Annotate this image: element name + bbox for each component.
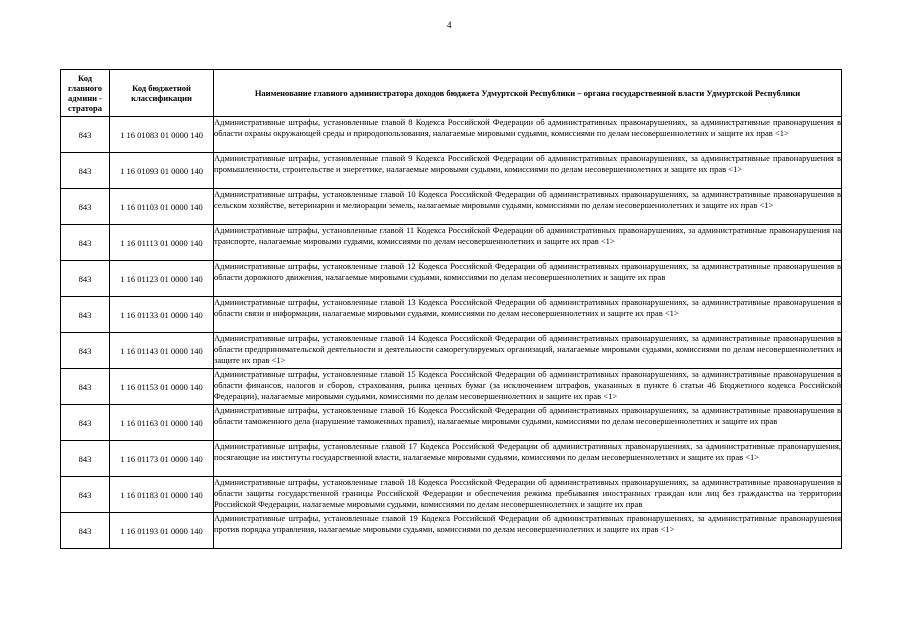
revenue-name-text: Административные штрафы, установленные главой 12 Кодекса Российской Федерации об административных правонарушениях, за административные правонарушения в области дорожного движения, налагаемые мировыми судьями, комиссиями по делам несовершеннолетних и защите их прав [214,261,841,282]
admin-code-cell: 843 [61,189,110,225]
revenue-name-cell [214,189,842,225]
table-row [61,333,842,369]
table-row [61,117,842,153]
table-row [61,297,842,333]
admin-code-cell: 843 [61,441,110,477]
revenue-name-text: Административные штрафы, установленные главой 16 Кодекса Российской Федерации об административных правонарушениях, за административные правонарушения в области таможенного дела (нарушение таможенных правил), налагаемые мировыми судьями, комиссиями по делам несовершеннолетних и защите их прав [214,405,841,426]
revenue-name-cell [214,513,842,549]
budget-code-cell: 1 16 01123 01 0000 140 [110,261,214,297]
budget-code-cell: 1 16 01133 01 0000 140 [110,297,214,333]
budget-code-cell: 1 16 01083 01 0000 140 [110,117,214,153]
revenue-name-text: Административные штрафы, установленные главой 11 Кодекса Российской Федерации об административных правонарушениях, за административные правонарушения на транспорте, налагаемые мировыми судьями, комиссиями по делам несовершеннолетних и защите их прав <1> [214,225,841,246]
table-header-row [61,70,842,117]
revenue-name-text: Административные штрафы, установленные главой 17 Кодекса Российской Федерации об административных правонарушениях, за административные правонарушения, посягающие на институты государственной власти, налагаемые мировыми судьями, комиссиями по делам несовершеннолетних и защите их прав <1> [214,441,841,462]
admin-code-cell: 843 [61,369,110,405]
revenue-name-cell [214,117,842,153]
budget-code-cell: 1 16 01143 01 0000 140 [110,333,214,369]
admin-code-cell: 843 [61,477,110,513]
revenue-name-cell [214,153,842,189]
revenue-administrators-table [60,69,842,549]
admin-code-cell: 843 [61,297,110,333]
table-row [61,477,842,513]
budget-code-cell: 1 16 01193 01 0000 140 [110,513,214,549]
revenue-name-cell [214,369,842,405]
admin-code-cell: 843 [61,117,110,153]
table-row [61,369,842,405]
budget-code-cell: 1 16 01113 01 0000 140 [110,225,214,261]
table-row [61,441,842,477]
admin-code-cell: 843 [61,405,110,441]
revenue-name-text: Административные штрафы, установленные главой 15 Кодекса Российской Федерации об административных правонарушениях, за административные правонарушения в области финансов, налогов и сборов, страхования, рынка ценных бумаг (за исключением штрафов, указанных в пункте 6 статьи 46 Бюджетного кодекса Российской Федерации), налагаемые мировыми судьями, комиссиями по делам несовершеннолетних и защите их прав <1> [214,369,841,401]
revenue-name-cell [214,333,842,369]
budget-code-cell: 1 16 01153 01 0000 140 [110,369,214,405]
table-row [61,513,842,549]
budget-code-cell: 1 16 01163 01 0000 140 [110,405,214,441]
admin-code-cell: 843 [61,225,110,261]
header-admin-code: Код главного админи - стратора [61,70,110,117]
revenue-name-cell [214,225,842,261]
admin-code-cell: 843 [61,513,110,549]
table-row [61,189,842,225]
budget-code-cell: 1 16 01093 01 0000 140 [110,153,214,189]
revenue-name-text: Административные штрафы, установленные главой 9 Кодекса Российской Федерации об административных правонарушениях, за административные правонарушения в промышленности, строительстве и энергетике, налагаемые мировыми судьями, комиссиями по делам несовершеннолетних и защите их прав <1> [214,153,841,174]
revenue-name-cell [214,297,842,333]
budget-code-cell: 1 16 01173 01 0000 140 [110,441,214,477]
header-budget-code: Код бюджетной классификации [110,70,214,117]
admin-code-cell: 843 [61,153,110,189]
table-row [61,261,842,297]
table-row [61,153,842,189]
revenue-name-cell [214,405,842,441]
admin-code-cell: 843 [61,261,110,297]
table-row [61,225,842,261]
header-revenue-name: Наименование главного администратора доходов бюджета Удмуртской Республики – органа государственной власти Удмуртской Республики [214,70,842,117]
table-row [61,405,842,441]
revenue-name-cell [214,261,842,297]
revenue-name-text: Административные штрафы, установленные главой 13 Кодекса Российской Федерации об административных правонарушениях, за административные правонарушения в области связи и информации, налагаемые мировыми судьями, комиссиями по делам несовершеннолетних и защите их прав <1> [214,297,841,318]
budget-code-cell: 1 16 01103 01 0000 140 [110,189,214,225]
budget-code-cell: 1 16 01183 01 0000 140 [110,477,214,513]
revenue-name-text: Административные штрафы, установленные главой 8 Кодекса Российской Федерации об административных правонарушениях, за административные правонарушения в области охраны окружающей среды и природопользования, налагаемые мировыми судьями, комиссиями по делам несовершеннолетних и защите их прав <1> [214,117,841,138]
revenue-name-text: Административные штрафы, установленные главой 19 Кодекса Российской Федерации об административных правонарушениях, за административные правонарушения против порядка управления, налагаемые мировыми судьями, комиссиями по делам несовершеннолетних и защите их прав <1> [214,513,841,534]
revenue-name-text: Административные штрафы, установленные главой 10 Кодекса Российской Федерации об административных правонарушениях, за административные правонарушения в сельском хозяйстве, ветеринарии и мелиорации земель, налагаемые мировыми судьями, комиссиями по делам несовершеннолетних и защите их прав <1> [214,189,841,210]
admin-code-cell: 843 [61,333,110,369]
revenue-name-text: Административные штрафы, установленные главой 18 Кодекса Российской Федерации об административных правонарушениях, за административные правонарушения в области защиты государственной границы Российской Федерации и обеспечения режима пребывания иностранных граждан или лиц без гражданства на территории Российской Федерации, налагаемые мировыми судьями, комиссиями по делам несовершеннолетних и защите их прав [214,477,841,509]
revenue-name-cell [214,441,842,477]
revenue-name-cell [214,477,842,513]
page-number: 4 [447,20,452,30]
revenue-name-text: Административные штрафы, установленные главой 14 Кодекса Российской Федерации об административных правонарушениях, за административные правонарушения в области предпринимательской деятельности и деятельности саморегулируемых организаций, налагаемые мировыми судьями, комиссиями по делам несовершеннолетних и защите их прав <1> [214,333,841,365]
